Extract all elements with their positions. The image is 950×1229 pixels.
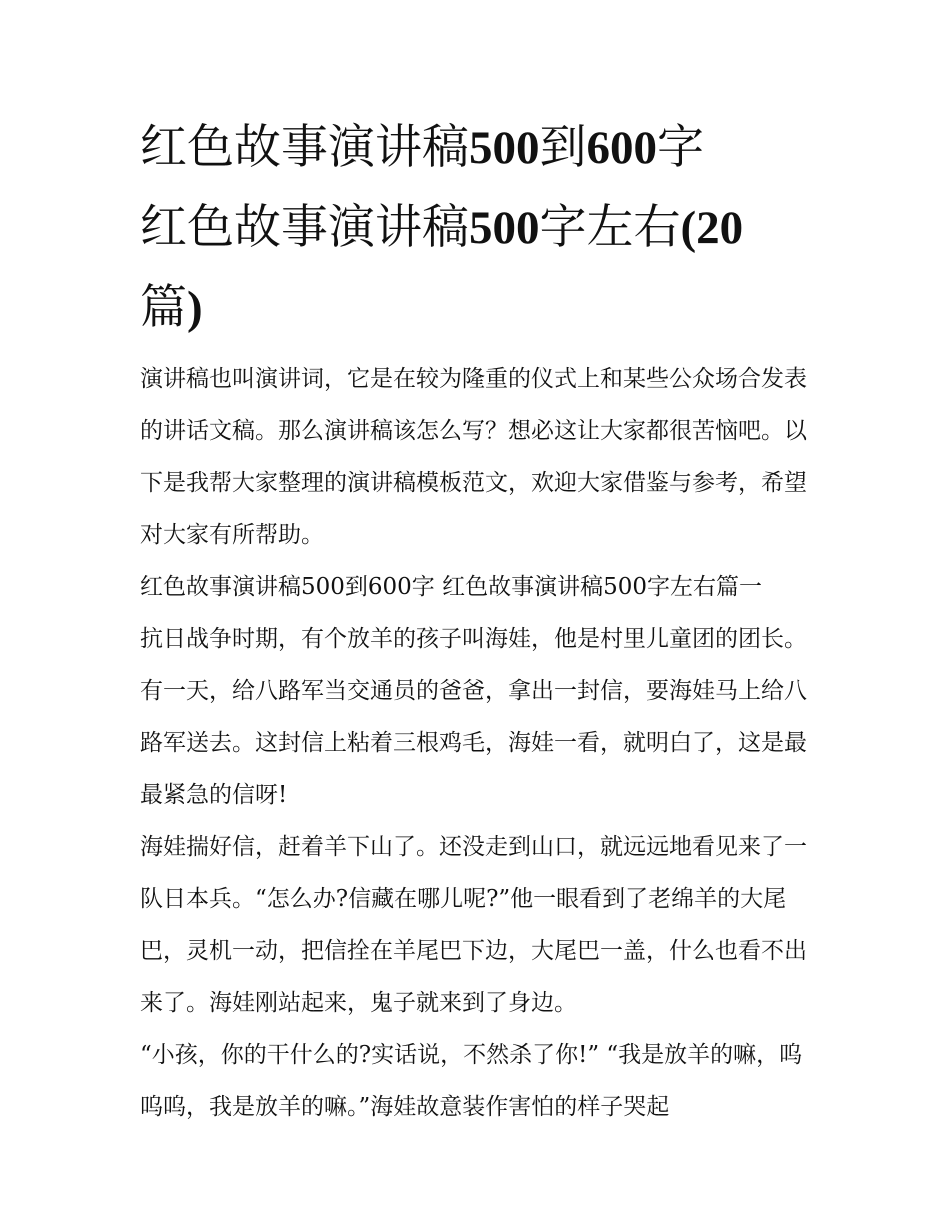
- paragraph-story-1: 抗日战争时期，有个放羊的孩子叫海娃，他是村里儿童团的团长。有一天，给八路军当交通员的爸爸，拿出一封信，要海娃马上给八路军送去。这封信上粘着三根鸡毛，海娃一看，就明白了，这是最最紧急的信呀!: [140, 626, 807, 808]
- title-line-1: 红色故事演讲稿500到600字: [140, 120, 704, 175]
- paragraph-story-2: 海娃揣好信，赶着羊下山了。还没走到山口，就远远地看见来了一队日本兵。“怎么办?信藏在哪儿呢?”他一眼看到了老绵羊的大尾巴，灵机一动，把信拴在羊尾巴下边，大尾巴一盖，什么也看不出来了。海娃刚站起来，鬼子就来到了身边。: [140, 834, 807, 1016]
- paragraph-story-3: “小孩，你的干什么的?实话说，不然杀了你!” “我是放羊的嘛，呜呜呜，我是放羊的嘛。”海娃故意装作害怕的样子哭起: [140, 1042, 803, 1120]
- title-line-2: 红色故事演讲稿500字左右(20: [140, 200, 744, 255]
- title-line-3: 篇): [140, 280, 203, 335]
- paragraph-section-heading: 红色故事演讲稿500到600字 红色故事演讲稿500字左右篇一: [140, 574, 763, 600]
- page-title: [140, 108, 820, 348]
- document-body: [140, 353, 820, 1133]
- paragraph-intro: 演讲稿也叫演讲词，它是在较为隆重的仪式上和某些公众场合发表的讲话文稿。那么演讲稿该怎么写？想必这让大家都很苦恼吧。以下是我帮大家整理的演讲稿模板范文，欢迎大家借鉴与参考，希望对大家有所帮助。: [140, 366, 807, 548]
